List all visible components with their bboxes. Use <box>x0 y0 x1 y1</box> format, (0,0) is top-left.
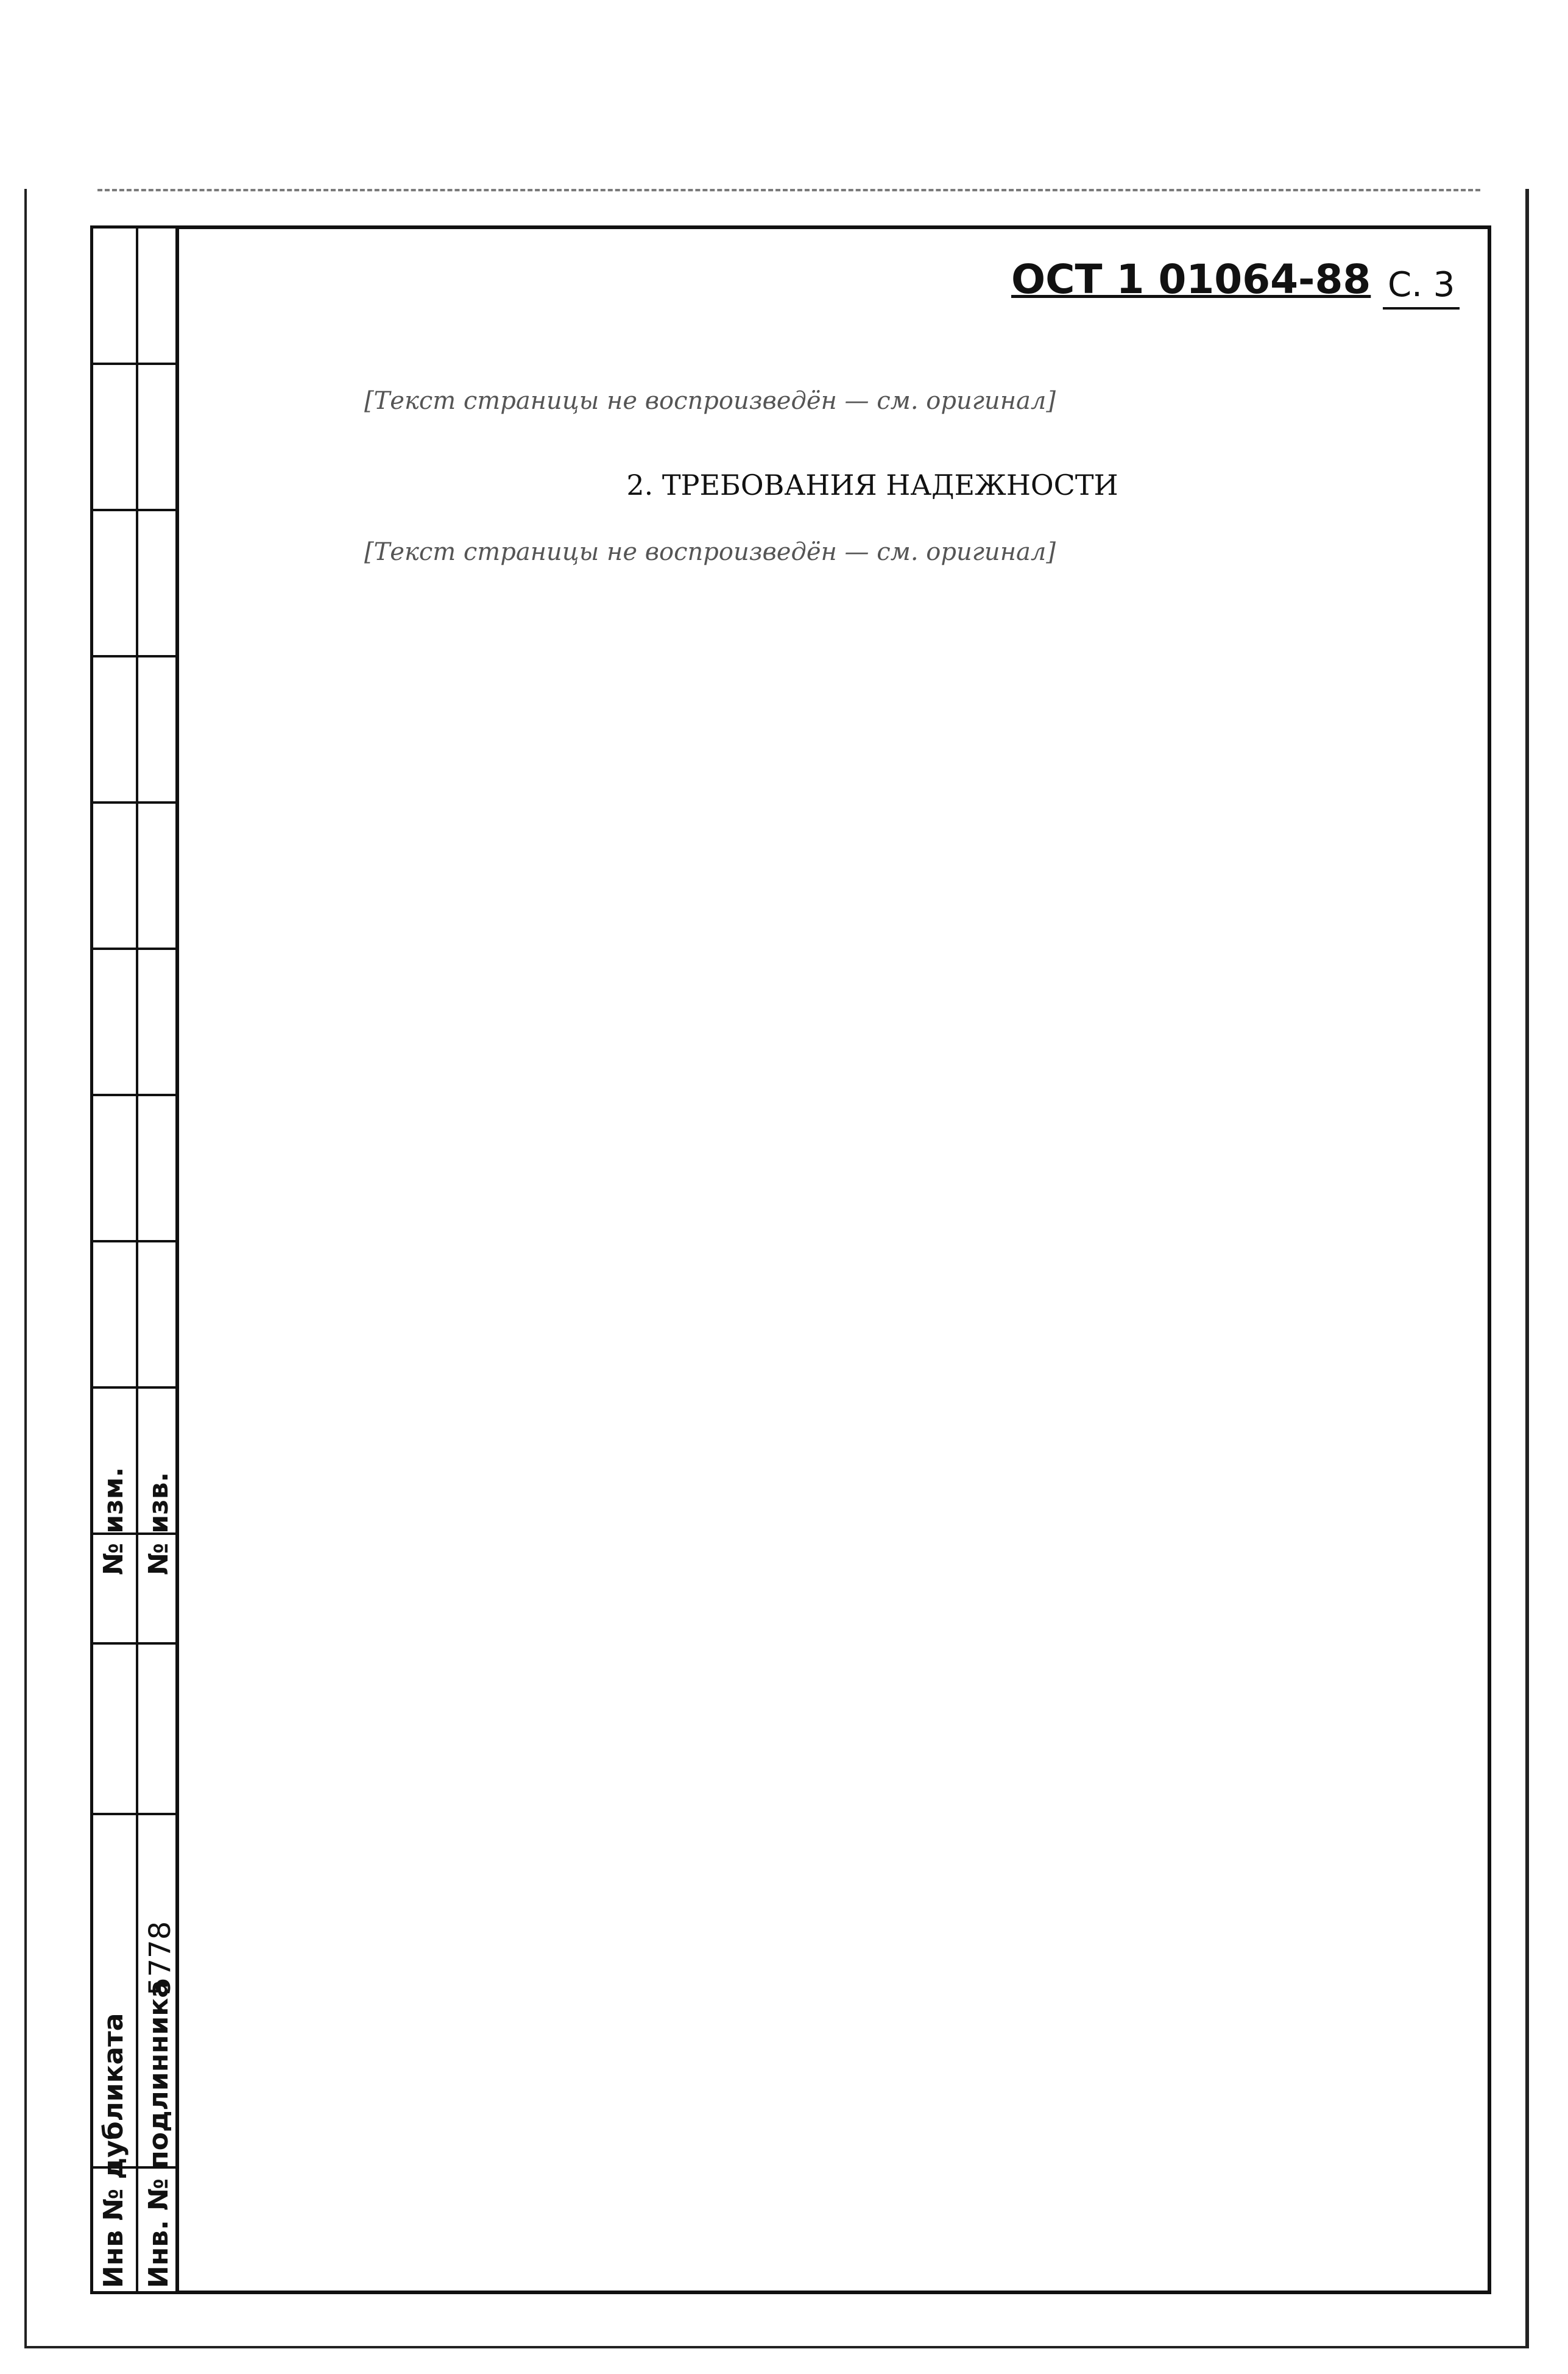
page-number: С. 3 <box>1383 265 1460 310</box>
section-2-title: 2. ТРЕБОВАНИЯ НАДЕЖНОСТИ <box>626 469 1118 501</box>
document-code: ОСТ 1 01064-88 <box>1011 256 1371 303</box>
stamp-cell-line <box>93 1386 176 1389</box>
stamp-cell-line <box>93 509 176 511</box>
body-text-placeholder: [Текст страницы не воспроизведён — см. оригинал] <box>364 538 1056 566</box>
document-body <box>306 378 1439 591</box>
body-text-placeholder: [Текст страницы не воспроизведён — см. оригинал] <box>364 387 1056 415</box>
stamp-cell-line <box>93 948 176 950</box>
stamp-cell-line <box>93 1094 176 1096</box>
original-inventory-label: Инв. № подлинника <box>143 1980 174 2288</box>
stamp-cell-line <box>93 655 176 657</box>
rev-number-label: № изм. <box>98 1467 129 1575</box>
inventory-number: 5778 <box>143 1921 177 1996</box>
stamp-cell-line <box>93 1642 176 1645</box>
duplicate-inventory-label: Инв № дубликата <box>98 2013 129 2288</box>
stamp-cell-line <box>93 801 176 804</box>
notice-number-label: № изв. <box>143 1472 174 1575</box>
stamp-strip <box>90 225 179 2294</box>
stamp-cell-line <box>93 1813 176 1815</box>
stamp-cell-line <box>93 363 176 365</box>
stamp-divider <box>136 229 138 2291</box>
stamp-cell-line <box>93 1240 176 1242</box>
